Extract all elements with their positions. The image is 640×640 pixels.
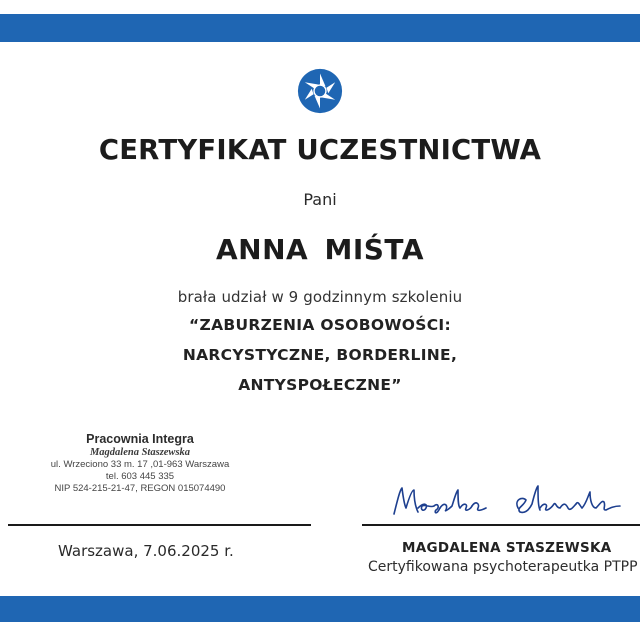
signer-name: MAGDALENA STASZEWSKA	[402, 540, 612, 556]
top-blue-band	[0, 14, 640, 42]
handwritten-signature	[380, 478, 630, 524]
issue-date: Warszawa, 7.06.2025 r.	[58, 542, 234, 560]
participation-statement: brała udział w 9 godzinnym szkoleniu	[177, 288, 463, 306]
recipient-name: ANNA MIŚTA	[216, 233, 424, 266]
organization-stamp	[40, 432, 240, 495]
aperture-logo-icon	[297, 68, 343, 114]
stamp-address: ul. Wrzeciono 33 m. 17 ,01-963 Warszawa	[50, 459, 230, 470]
honorific: Pani	[303, 190, 337, 209]
stamp-owner-name: Magdalena Staszewska	[89, 447, 191, 458]
stamp-phone: tel. 603 445 335	[105, 471, 175, 482]
course-title-line-3: ANTYSPOŁECZNE”	[238, 376, 402, 394]
course-title-line-1: “ZABURZENIA OSOBOWOŚCI:	[189, 316, 451, 334]
certificate-title: CERTYFIKAT UCZESTNICTWA	[98, 134, 542, 166]
signer-role: Certyfikowana psychoterapeutka PTPP	[368, 559, 638, 575]
stamp-tax-ids: NIP 524-215-21-47, REGON 015074490	[54, 483, 226, 494]
bottom-blue-band	[0, 596, 640, 622]
stamp-organization-name: Pracownia Integra	[86, 432, 194, 446]
date-signature-line	[8, 524, 311, 526]
course-title-line-2: NARCYSTYCZNE, BORDERLINE,	[182, 346, 458, 364]
signer-signature-line	[362, 524, 640, 526]
